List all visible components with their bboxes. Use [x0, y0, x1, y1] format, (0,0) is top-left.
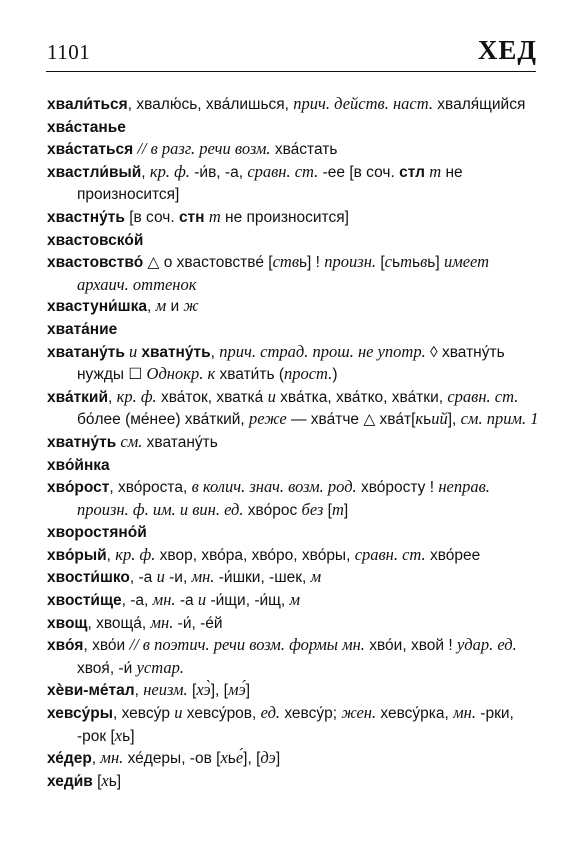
entry-text: [ [187, 682, 197, 700]
italic-note: мн. [100, 748, 124, 768]
entry-text: -и́, -е́й [173, 614, 223, 632]
headword: хвости́ще [47, 592, 122, 610]
entry-text: ь] [427, 254, 444, 272]
entry-text: ], [ [243, 750, 261, 768]
entry-text: хва́ток, хватка́ [156, 388, 268, 406]
headword: хвали́ться [47, 96, 128, 113]
entry-text: не произносится] [77, 163, 463, 204]
entry-text: хваля́щийся [432, 96, 526, 113]
headword: стн [178, 208, 205, 226]
dictionary-entry [47, 431, 539, 454]
italic-note: кр. ф. [116, 386, 157, 406]
italic-note: с [384, 252, 392, 272]
entry-text: -и, [164, 569, 192, 587]
italic-note: устар. [136, 657, 184, 677]
entry-text: хвор, хво́ра, хво́ро, хво́ры, [155, 546, 355, 564]
italic-note: ств [272, 252, 299, 272]
entry-text: △ о хвастовстве́ [ [143, 254, 273, 272]
italic-note: // в поэтич. речи возм. формы мн. [129, 635, 365, 655]
headword: хвастли́вый [47, 163, 142, 181]
dictionary-entry [47, 138, 539, 161]
italic-note: Однокр. к [146, 364, 216, 384]
entry-text: , [141, 163, 150, 181]
headword: хѐви-ме́тал [47, 682, 135, 700]
italic-note: х [114, 725, 123, 745]
dictionary-entry [47, 93, 539, 116]
entry-text: [в соч. [124, 208, 179, 226]
entry-text: , [134, 682, 144, 700]
italic-note: прич. страд. прош. не употр. [219, 341, 426, 361]
entry-text: , [106, 546, 116, 564]
headword: хевсу́ры [47, 705, 113, 723]
dictionary-entry [47, 521, 539, 544]
dictionary-entry [47, 251, 539, 295]
italic-note: см. прим. 1 [460, 409, 539, 429]
entry-text: и [166, 298, 184, 316]
entry-text: ] [343, 501, 349, 519]
dictionary-entry [47, 702, 539, 747]
headword: хвощ [47, 614, 88, 632]
entry-text: [ [376, 254, 385, 272]
italic-note: сравн. ст. [247, 161, 319, 181]
dictionary-entry [47, 544, 539, 567]
italic-note: без [301, 499, 324, 519]
entry-text: хевсу́рка, [376, 705, 454, 723]
headword: хво́рый [47, 546, 107, 564]
italic-note: и [267, 386, 276, 406]
italic-note: т [208, 206, 221, 226]
entry-text: бо́лее (ме́нее) хва́ткий, [77, 411, 250, 429]
headword: хва́ткий [47, 388, 108, 406]
italic-note: мн. [453, 703, 476, 723]
dictionary-entry [47, 229, 539, 252]
entry-text: хва́стать [270, 141, 338, 159]
dictionary-entry [47, 747, 539, 770]
dictionary-entry [47, 612, 539, 635]
headword: хватану́ть [47, 343, 125, 361]
italic-note: см. [116, 431, 143, 451]
entry-text: ь [392, 254, 401, 272]
entry-text: хво́рее [425, 546, 481, 564]
italic-note: // в разг. речи возм. [133, 139, 271, 159]
entry-text: ], [ [210, 682, 228, 700]
entry-text: ◊ хватну́ть нужды ☐ [77, 343, 505, 384]
dictionary-entry [47, 566, 539, 589]
headword: хеди́в [47, 772, 93, 790]
entry-text: хва́тка, хва́тко, хва́тки, [275, 388, 448, 406]
entry-text: ь [412, 254, 421, 272]
entry-text: хво́росту ! [356, 479, 439, 497]
dictionary-entry [47, 476, 539, 521]
dictionary-entry [47, 770, 539, 793]
italic-note: т [429, 161, 442, 181]
dictionary-entry [47, 161, 539, 206]
entry-text: , [210, 343, 220, 361]
italic-note: мн. [150, 612, 174, 632]
entry-text: , [146, 298, 156, 316]
entry-text: не произносится] [220, 208, 349, 226]
entry-text: хевсу́р; [280, 705, 342, 723]
running-head: ХЕД [477, 35, 537, 65]
italic-note: сравн. ст. [447, 386, 519, 406]
headword: хва́статься [47, 141, 134, 159]
entry-text: хвоя́, -и́ [77, 659, 137, 677]
italic-note: дэ [260, 748, 276, 768]
entry-text: , -а, [121, 592, 153, 610]
italic-note: е́ [235, 748, 244, 768]
dictionary-entry [47, 679, 539, 702]
headword: хвастуни́шка [47, 298, 147, 316]
headword: хва́станье [47, 118, 126, 136]
entry-text: , хвалю́сь, хва́лишься, [127, 96, 294, 113]
italic-note: реже [249, 409, 287, 429]
dictionary-entry [47, 341, 539, 386]
entry-text: -а [175, 592, 198, 610]
italic-note: в [420, 252, 428, 272]
italic-note: и [197, 590, 207, 610]
italic-note: и [156, 567, 165, 587]
entry-text: , хвоща́, [87, 614, 151, 632]
italic-note: м [155, 296, 167, 316]
italic-note: мн. [152, 590, 176, 610]
dictionary-entry [47, 386, 539, 431]
dictionary-entry [47, 589, 539, 612]
entry-text: ) [332, 366, 338, 384]
entry-text: -и́шки, -шек, [214, 569, 311, 587]
italic-note: к [415, 409, 424, 429]
entry-text: хво́рос [243, 501, 302, 519]
headword: хвастовство́ [47, 254, 144, 272]
entry-text: [ [323, 501, 332, 519]
headword: хво́йнка [47, 456, 110, 474]
entry-text: , [91, 750, 101, 768]
dictionary-entry [47, 206, 539, 229]
italic-note: в колич. знач. возм. род. [191, 477, 357, 497]
italic-note: ий [431, 409, 448, 429]
entry-text: -и́в, -а, [189, 163, 248, 181]
italic-note: м [289, 590, 301, 610]
italic-note: неизм. [143, 680, 188, 700]
entry-text: ь [227, 750, 236, 768]
entry-list [47, 93, 539, 792]
italic-note: произн. [324, 252, 377, 272]
italic-note: т [400, 252, 412, 272]
headword: хвастовско́й [47, 231, 144, 249]
dictionary-entry [47, 634, 539, 679]
headword: хвата́ние [47, 320, 118, 338]
entry-text: хевсу́ров, [182, 705, 261, 723]
italic-note: удар. ед. [456, 635, 517, 655]
entry-text: -ее [в соч. [318, 163, 400, 181]
italic-note: кр. ф. [149, 161, 190, 181]
italic-note: х [220, 748, 228, 768]
italic-note: ж [183, 296, 199, 316]
italic-note: и [124, 341, 142, 361]
italic-note: ед. [260, 703, 281, 723]
italic-note: сравн. ст. [354, 544, 426, 564]
entry-text: -и́щи, -и́щ, [206, 592, 290, 610]
italic-note: хэ̀ [196, 680, 211, 700]
headword: хватну́ть [141, 343, 211, 361]
headword: хватну́ть [47, 433, 117, 451]
italic-note: прост. [283, 364, 333, 384]
page-number: 1101 [47, 40, 91, 64]
entry-text: ], [447, 411, 461, 429]
italic-note: кр. ф. [115, 544, 156, 564]
italic-note: мэ́ [227, 680, 246, 700]
headword: хво́я [47, 637, 84, 655]
italic-note: х [101, 770, 109, 790]
italic-note: и [174, 703, 183, 723]
italic-note: жен. [341, 703, 377, 723]
entry-text: хвати́ть ( [215, 366, 284, 384]
entry-text: ] [275, 750, 281, 768]
dictionary-entry [47, 295, 539, 318]
headword: хвости́шко [47, 569, 130, 587]
dictionary-entry [47, 116, 539, 139]
italic-note: прич. действ. наст. [293, 94, 433, 113]
entry-text: , хевсу́р [112, 705, 175, 723]
headword: хво́рост [47, 479, 110, 497]
entry-text: , [107, 388, 117, 406]
entry-text: ь [423, 411, 432, 429]
headword: хе́дер [47, 750, 92, 768]
entry-text: ь] ! [298, 254, 325, 272]
entry-text: ь] [122, 727, 135, 745]
entry-text: хво́и, хвой ! [364, 637, 457, 655]
italic-note: имеет архаич. оттенок [77, 252, 490, 294]
entry-text: ь] [108, 772, 122, 790]
headword: хвастну́ть [47, 208, 125, 226]
entry-text: [ [92, 772, 102, 790]
entry-text: , хво́роста, [109, 479, 192, 497]
entry-text: хе́деры, -ов [ [123, 750, 221, 768]
dictionary-entry [47, 318, 539, 341]
headword: хворостяно́й [47, 524, 147, 542]
entry-text: -рки, -рок [ [77, 705, 514, 745]
entry-text: — хва́тче △ хва́т[ [286, 411, 416, 429]
entry-text: ] [245, 682, 251, 700]
italic-note: т [332, 499, 344, 519]
header-rule [46, 71, 536, 72]
entry-text: , -а [129, 569, 157, 587]
italic-note: м [310, 567, 322, 587]
dictionary-entry [47, 454, 539, 477]
entry-text: , хво́и [83, 637, 130, 655]
entry-text: хватану́ть [142, 433, 218, 451]
headword: стл [399, 163, 425, 181]
italic-note: неправ. произн. ф. им. и вин. ед. [77, 477, 490, 519]
italic-note: мн. [191, 567, 215, 587]
